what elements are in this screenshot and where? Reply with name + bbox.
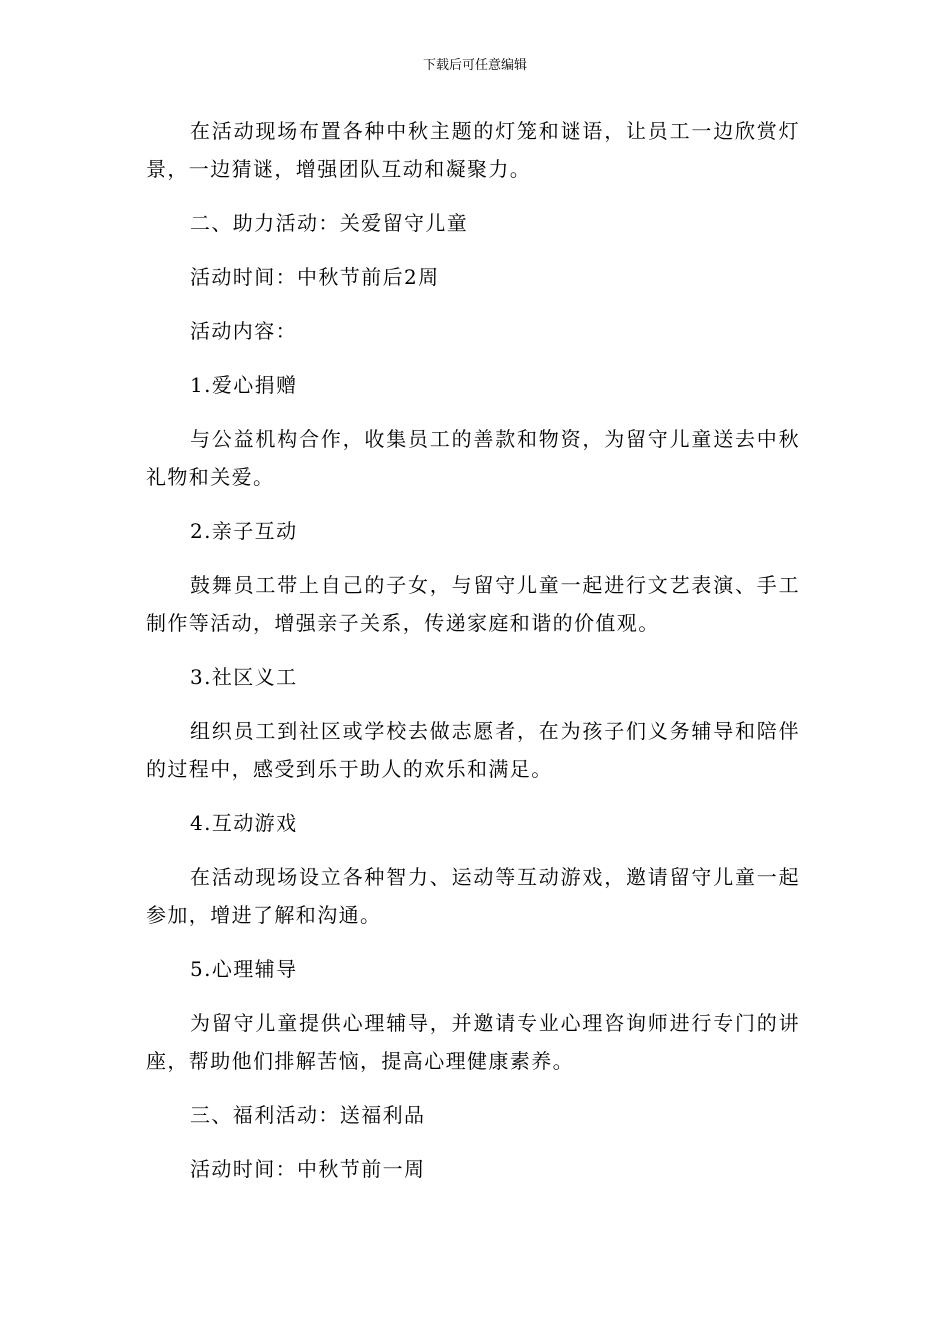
header-note: 下载后可任意编辑 <box>422 58 527 73</box>
item-heading-4: 4.互动游戏 <box>190 811 298 835</box>
document-body <box>146 112 800 1188</box>
section-heading-2: 二、助力活动：关爱留守儿童 <box>190 211 469 235</box>
item-heading-3: 3.社区义工 <box>190 665 298 689</box>
activity-content-label: 活动内容： <box>190 319 297 343</box>
item-heading-5: 5.心理辅导 <box>190 957 298 981</box>
paragraph-volunteer: 组织员工到社区或学校去做志愿者，在为孩子们义务辅导和陪伴的过程中，感受到乐于助人的欢乐和满足。 <box>146 719 800 781</box>
paragraph-lantern-riddles: 在活动现场布置各种中秋主题的灯笼和谜语，让员工一边欣赏灯景，一边猜谜，增强团队互动和凝聚力。 <box>146 119 800 181</box>
item-heading-1: 1.爱心捐赠 <box>190 373 298 397</box>
section-heading-3: 三、福利活动：送福利品 <box>190 1103 426 1127</box>
activity-time-2: 活动时间：中秋节前后2周 <box>190 265 440 289</box>
paragraph-donation: 与公益机构合作，收集员工的善款和物资，为留守儿童送去中秋礼物和关爱。 <box>146 427 800 489</box>
paragraph-parent-child: 鼓舞员工带上自己的子女，与留守儿童一起进行文艺表演、手工制作等活动，增强亲子关系，传递家庭和谐的价值观。 <box>146 573 800 635</box>
item-heading-2: 2.亲子互动 <box>190 519 298 543</box>
activity-time-3: 活动时间：中秋节前一周 <box>190 1157 426 1181</box>
paragraph-counseling: 为留守儿童提供心理辅导，并邀请专业心理咨询师进行专门的讲座，帮助他们排解苦恼，提高心理健康素养。 <box>146 1011 800 1073</box>
paragraph-games: 在活动现场设立各种智力、运动等互动游戏，邀请留守儿童一起参加，增进了解和沟通。 <box>146 865 800 927</box>
